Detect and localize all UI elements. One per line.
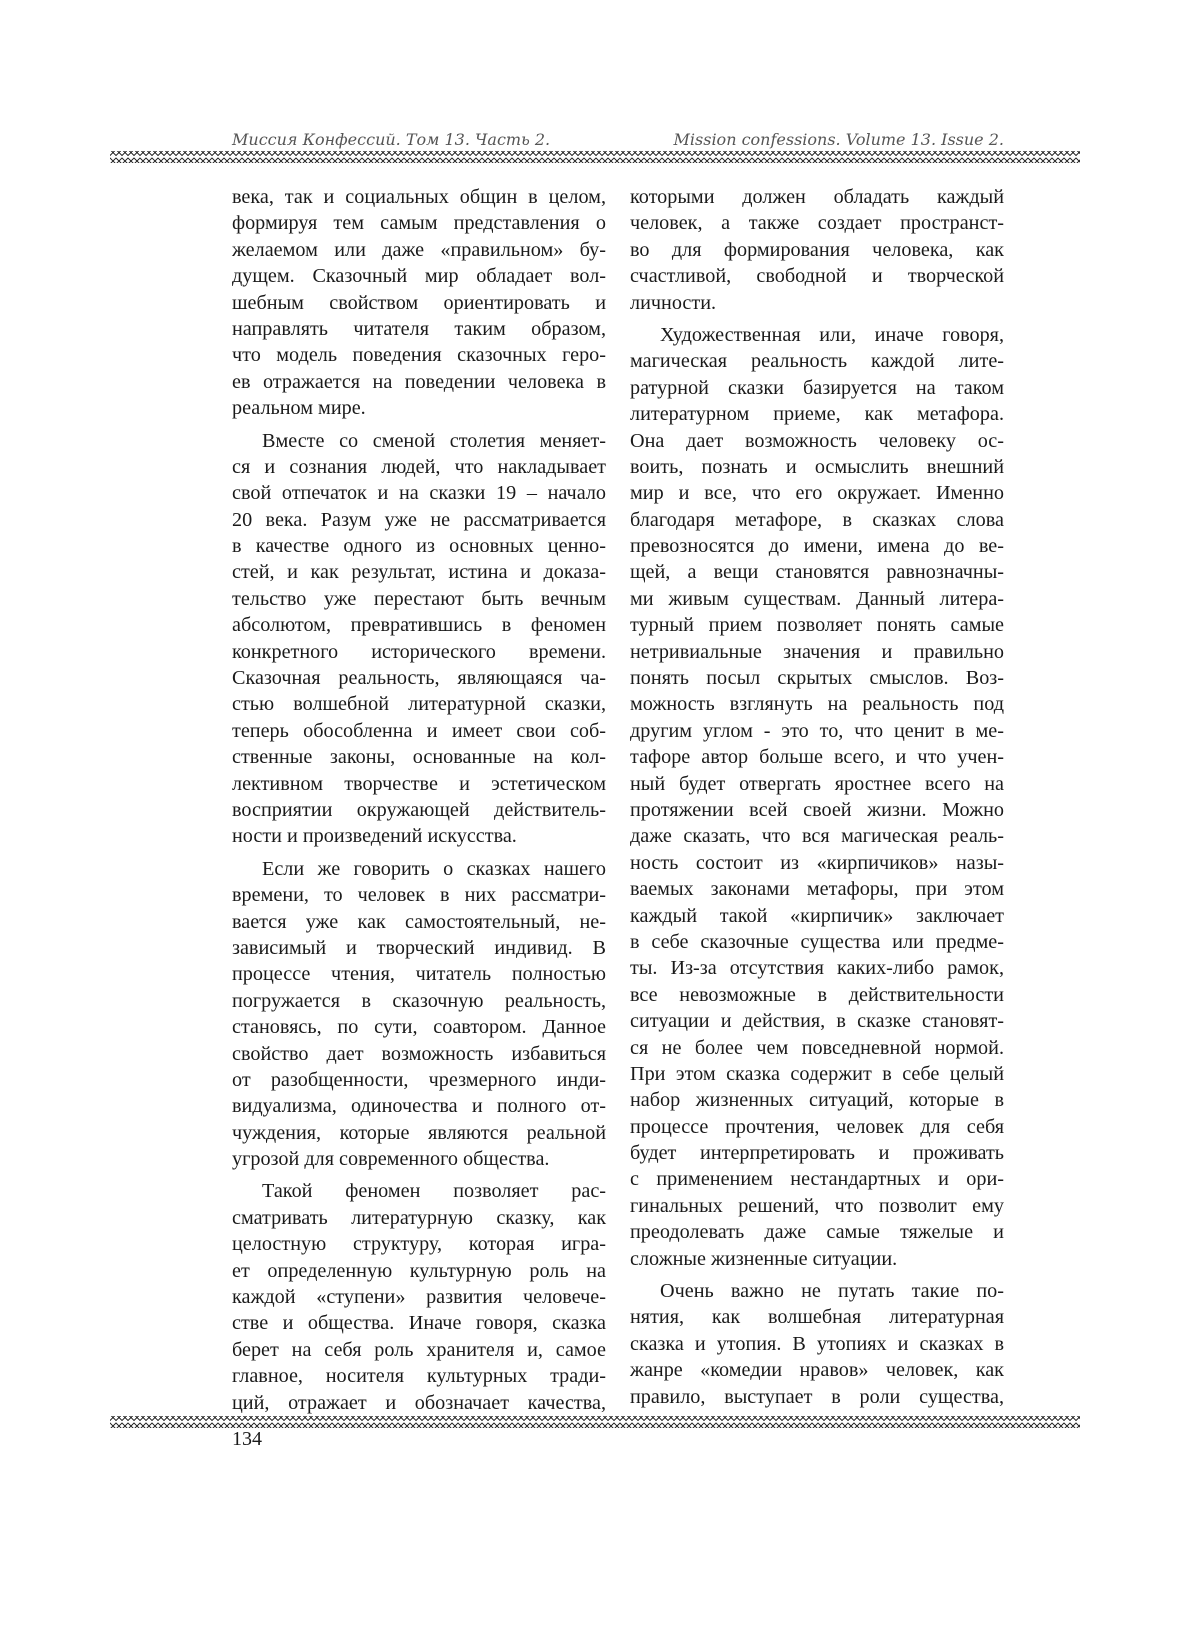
text-line: ми живым существам. Данный литера-	[630, 587, 1004, 610]
text-line: Очень важно не путать такие по-	[660, 1280, 1004, 1303]
text-line: в качестве одного из основных ценно-	[232, 535, 606, 558]
right-text-column	[630, 184, 1004, 1416]
text-line: что модель поведения сказочных геро-	[232, 344, 606, 367]
text-line: ев отражается на поведении человека в	[232, 370, 606, 393]
text-line: ратурной сказки базируется на таком	[630, 376, 1004, 399]
text-line: конкретного исторического времени.	[232, 640, 606, 663]
text-line: реальном мире.	[232, 397, 366, 420]
text-line: понять посыл скрытых смыслов. Воз-	[630, 667, 1004, 690]
text-line: ций, отражает и обозначает качества,	[232, 1391, 606, 1414]
text-line: видуализма, одиночества и полного от-	[232, 1095, 606, 1118]
text-line: преодолевать даже самые тяжелые и	[630, 1221, 1004, 1244]
header-left-title: Миссия Конфессий. Том 13. Часть 2.	[232, 130, 551, 149]
text-line: желаемом или даже «правильном» бу-	[232, 238, 606, 261]
text-line: Такой феномен позволяет рас-	[262, 1180, 606, 1203]
text-line: протяжении всей своей жизни. Можно	[630, 798, 1004, 821]
top-ornament-divider	[110, 151, 1080, 163]
text-line: берет на себя роль хранителя и, самое	[232, 1338, 606, 1361]
text-line: свойство дает возможность избавиться	[232, 1042, 606, 1065]
paragraph	[630, 184, 1004, 316]
text-line: стью волшебной литературной сказки,	[232, 693, 606, 716]
text-line: теперь обособленна и имеет свои соб-	[232, 719, 606, 742]
text-line: чуждения, которые являются реальной	[232, 1121, 606, 1144]
text-line: турный прием позволяет понять самые	[630, 614, 1004, 637]
text-line: правило, выступает в роли существа,	[630, 1385, 1004, 1408]
text-line: шебным свойством ориентировать и	[232, 291, 606, 314]
text-line: которыми должен обладать каждый	[630, 186, 1004, 208]
text-line: во для формирования человека, как	[630, 238, 1004, 261]
paragraph	[232, 184, 606, 422]
text-line: вается уже как самостоятельный, не-	[232, 910, 606, 933]
text-line: человек, а также создает пространст-	[630, 212, 1004, 235]
text-line: гинальных решений, что позволит ему	[630, 1194, 1004, 1217]
text-line: Если же говорить о сказках нашего	[262, 857, 606, 880]
text-line: каждой «ступени» развития человече-	[232, 1286, 606, 1309]
text-line: все невозможные в действительности	[630, 983, 1004, 1006]
paragraph	[630, 1278, 1004, 1410]
text-line: процессе чтения, читатель полностью	[232, 963, 606, 986]
running-header	[232, 130, 1004, 149]
text-line: жанре «комедии нравов» человек, как	[630, 1359, 1004, 1382]
text-line: каждый такой «кирпичик» заключает	[630, 904, 1004, 927]
text-line: 20 века. Разум уже не рассматривается	[232, 508, 606, 531]
text-line: ваемых законами метафоры, при этом	[630, 878, 1004, 901]
text-line: мир и все, что его окружает. Именно	[630, 482, 1004, 505]
text-line: Вместе со сменой столетия меняет-	[262, 429, 606, 452]
paragraph	[232, 1178, 606, 1416]
text-line: с применением нестандартных и ори-	[630, 1168, 1004, 1191]
text-line: литературном приеме, как метафора.	[630, 403, 1004, 426]
text-line: будет интерпретировать и проживать	[630, 1142, 1004, 1165]
text-line: свой отпечаток и на сказки 19 – начало	[232, 482, 606, 505]
text-line: ты. Из-за отсутствия каких-либо рамок,	[630, 957, 1004, 980]
text-line: тафоре автор больше всего, и что учен-	[630, 746, 1004, 769]
text-line: При этом сказка содержит в себе целый	[630, 1062, 1004, 1085]
text-line: Сказочная реальность, являющаяся ча-	[232, 667, 606, 690]
text-line: абсолютом, превратившись в феномен	[232, 614, 606, 637]
text-line: даже сказать, что вся магическая реаль-	[630, 825, 1004, 848]
paragraph	[232, 856, 606, 1173]
text-line: погружается в сказочную реальность,	[232, 989, 606, 1012]
text-line: дущем. Сказочный мир обладает вол-	[232, 265, 606, 288]
left-text-column	[232, 184, 606, 1422]
text-line: главное, носителя культурных тради-	[232, 1365, 606, 1388]
text-line: ственные законы, основанные на кол-	[232, 746, 606, 769]
text-line: от разобщенности, чрезмерного инди-	[232, 1068, 606, 1091]
text-line: направлять читателя таким образом,	[232, 317, 606, 340]
text-line: становясь, по сути, соавтором. Данное	[232, 1016, 606, 1039]
text-line: магическая реальность каждой лите-	[630, 350, 1004, 373]
text-line: ности и произведений искусства.	[232, 825, 517, 848]
bottom-ornament-divider	[110, 1416, 1080, 1428]
text-line: счастливой, свободной и творческой	[630, 265, 1004, 288]
text-line: формируя тем самым представления о	[232, 212, 606, 235]
text-line: сказка и утопия. В утопиях и сказках в	[630, 1332, 1004, 1355]
text-line: зависимый и творческий индивид. В	[232, 936, 606, 959]
text-line: тельство уже перестают быть вечным	[232, 587, 606, 610]
text-line: времени, то человек в них рассматри-	[232, 884, 606, 907]
text-line: Она дает возможность человеку ос-	[630, 429, 1004, 452]
text-line: нятия, как волшебная литературная	[630, 1306, 1004, 1329]
text-line: благодаря метафоре, в сказках слова	[630, 508, 1004, 531]
text-line: ся не более чем повседневной нормой.	[630, 1036, 1004, 1059]
text-line: превозносятся до имени, имена до ве-	[630, 535, 1004, 558]
text-line: стей, и как результат, истина и доказа-	[232, 561, 606, 584]
text-line: другим углом - это то, что ценит в ме-	[630, 719, 1004, 742]
text-line: ет определенную культурную роль на	[232, 1259, 606, 1282]
page-number: 134	[232, 1428, 262, 1450]
text-line: стве и общества. Иначе говоря, сказка	[232, 1312, 606, 1335]
text-line: нетривиальные значения и правильно	[630, 640, 1004, 663]
text-line: восприятии окружающей действитель-	[232, 798, 606, 821]
text-line: ситуации и действия, в сказке становят-	[630, 1010, 1004, 1033]
text-line: в себе сказочные существа или предме-	[630, 930, 1004, 953]
text-line: века, так и социальных общин в целом,	[232, 186, 606, 208]
text-line: Художественная или, иначе говоря,	[660, 323, 1004, 346]
header-right-title: Mission confessions. Volume 13. Issue 2.	[673, 130, 1004, 149]
paragraph	[232, 428, 606, 850]
text-line: угрозой для современного общества.	[232, 1148, 550, 1171]
text-line: ный будет отвергать яростнее всего на	[630, 772, 1004, 795]
text-line: можность взглянуть на реальность под	[630, 693, 1004, 716]
text-line: ся и сознания людей, что накладывает	[232, 455, 606, 478]
text-line: набор жизненных ситуаций, которые в	[630, 1089, 1004, 1112]
text-line: сматривать литературную сказку, как	[232, 1206, 606, 1229]
text-line: ность состоит из «кирпичиков» назы-	[630, 851, 1004, 874]
text-line: процессе прочтения, человек для себя	[630, 1115, 1004, 1138]
text-line: воить, познать и осмыслить внешний	[630, 455, 1004, 478]
paragraph	[630, 322, 1004, 1272]
text-line: целостную структуру, которая игра-	[232, 1233, 606, 1256]
text-line: щей, а вещи становятся равнозначны-	[630, 561, 1004, 584]
text-line: личности.	[630, 291, 717, 314]
text-line: сложные жизненные ситуации.	[630, 1247, 898, 1270]
text-line: лективном творчестве и эстетическом	[232, 772, 606, 795]
